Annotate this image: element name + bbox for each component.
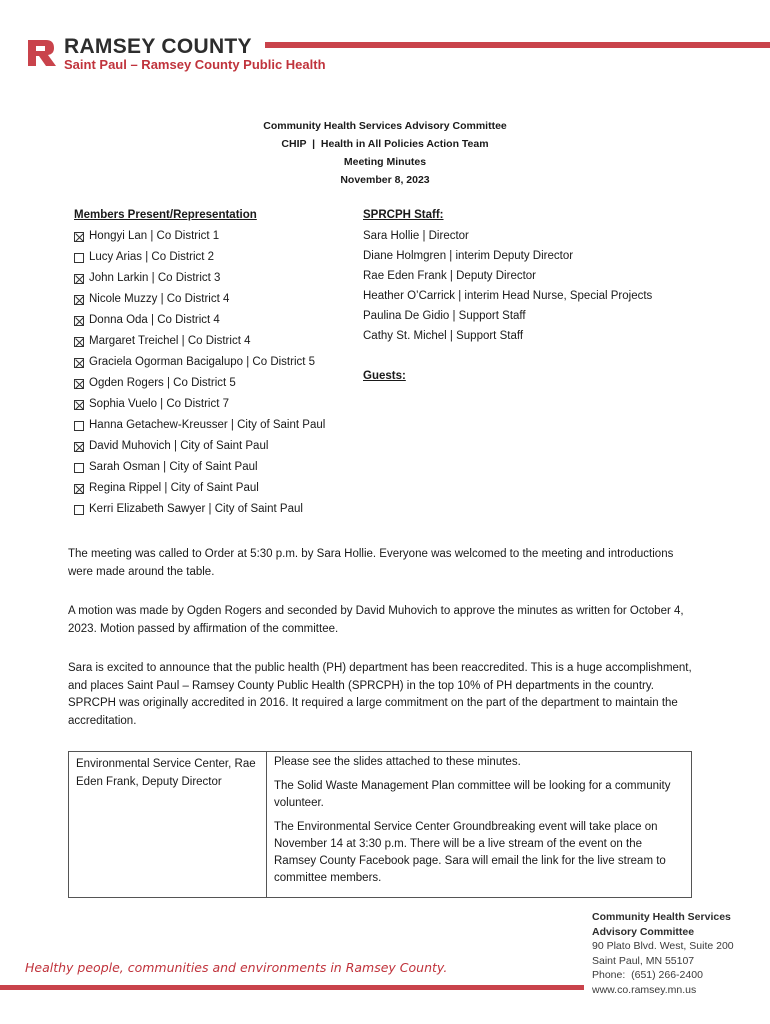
agenda-table bbox=[68, 751, 692, 898]
member-row bbox=[74, 310, 364, 331]
document-title bbox=[0, 117, 770, 189]
staff-item: Rae Eden Frank | Deputy Director bbox=[363, 270, 537, 282]
member-row bbox=[74, 352, 364, 373]
footer-org-line2: Advisory Committee bbox=[592, 925, 695, 938]
agenda-notes-cell bbox=[267, 752, 691, 897]
member-row bbox=[74, 436, 364, 457]
member-name: David Muhovich | City of Saint Paul bbox=[89, 440, 269, 452]
member-row bbox=[74, 457, 364, 478]
staff-section bbox=[363, 209, 743, 346]
footer-address2: Saint Paul, MN 55107 bbox=[592, 954, 695, 967]
member-name: Kerri Elizabeth Sawyer | City of Saint Paul bbox=[89, 503, 303, 515]
members-heading: Members Present/Representation bbox=[74, 209, 257, 221]
checked-box-icon bbox=[74, 274, 84, 284]
paragraph-accreditation: Sara is excited to announce that the public health (PH) department has been reaccredited. This is a huge accomplishment, and places Saint Paul – Ramsey County Public Health (SPRCPH) in the top 10% of PH departments in the country. SPRCPH was originally accredited in 2016. It required a large commitment on the part of the department to maintain the accreditation. bbox=[68, 662, 692, 727]
member-name: Donna Oda | Co District 4 bbox=[89, 314, 220, 326]
member-row bbox=[74, 331, 364, 352]
county-name: RAMSEY COUNTY bbox=[64, 35, 252, 58]
members-list bbox=[74, 226, 364, 520]
member-row bbox=[74, 373, 364, 394]
checked-box-icon bbox=[74, 442, 84, 452]
staff-heading: SPRCPH Staff: bbox=[363, 209, 444, 221]
agenda-topic-cell: Environmental Service Center, Rae Eden Frank, Deputy Director bbox=[69, 752, 267, 897]
unchecked-box-icon bbox=[74, 421, 84, 431]
footer-address1: 90 Plato Blvd. West, Suite 200 bbox=[592, 940, 734, 952]
unchecked-box-icon bbox=[74, 253, 84, 263]
title-line-team: CHIP | Health in All Policies Action Team bbox=[281, 138, 489, 150]
checked-box-icon bbox=[74, 484, 84, 494]
checked-box-icon bbox=[74, 379, 84, 389]
member-row bbox=[74, 268, 364, 289]
agenda-note: The Environmental Service Center Groundbreaking event will take place on November 14 at 3:30 p.m. There will be a live stream of the event on the Ramsey County Facebook page. Sara will email the link for the live stream to committee members. bbox=[274, 821, 666, 884]
checked-box-icon bbox=[74, 316, 84, 326]
member-name: Sophia Vuelo | Co District 7 bbox=[89, 398, 229, 410]
agenda-note: The Solid Waste Management Plan committee will be looking for a community volunteer. bbox=[274, 780, 671, 809]
member-row bbox=[74, 247, 364, 268]
unchecked-box-icon bbox=[74, 505, 84, 515]
footer-org-line1: Community Health Services bbox=[592, 911, 731, 923]
member-name: Regina Rippel | City of Saint Paul bbox=[89, 482, 259, 494]
member-name: Graciela Ogorman Bacigalupo | Co District 5 bbox=[89, 356, 316, 368]
member-row bbox=[74, 415, 364, 436]
staff-item: Sara Hollie | Director bbox=[363, 230, 469, 242]
agenda-note: Please see the slides attached to these minutes. bbox=[274, 756, 521, 768]
title-line-committee: Community Health Services Advisory Committee bbox=[263, 120, 507, 132]
staff-item: Diane Holmgren | interim Deputy Director bbox=[363, 250, 574, 262]
member-row bbox=[74, 478, 364, 499]
footer-tagline: Healthy people, communities and environments in Ramsey County. bbox=[25, 960, 448, 975]
member-name: Lucy Arias | Co District 2 bbox=[89, 251, 215, 263]
ramsey-county-logo-icon bbox=[26, 38, 58, 68]
title-line-type: Meeting Minutes bbox=[343, 156, 427, 168]
checked-box-icon bbox=[74, 295, 84, 305]
checked-box-icon bbox=[74, 358, 84, 368]
footer-rule bbox=[0, 985, 584, 990]
member-name: Hongyi Lan | Co District 1 bbox=[89, 230, 220, 242]
member-row bbox=[74, 394, 364, 415]
staff-item: Paulina De Gidio | Support Staff bbox=[363, 310, 526, 322]
member-name: Nicole Muzzy | Co District 4 bbox=[89, 293, 230, 305]
footer-address-block bbox=[592, 910, 734, 997]
staff-item: Cathy St. Michel | Support Staff bbox=[363, 330, 524, 342]
member-name: Ogden Rogers | Co District 5 bbox=[89, 377, 236, 389]
footer-website-link[interactable]: www.co.ramsey.mn.us bbox=[592, 983, 697, 996]
header-rule bbox=[265, 42, 770, 48]
checked-box-icon bbox=[74, 400, 84, 410]
member-row bbox=[74, 289, 364, 310]
checked-box-icon bbox=[74, 232, 84, 242]
member-name: Sarah Osman | City of Saint Paul bbox=[89, 461, 258, 473]
footer-phone: Phone: (651) 266-2400 bbox=[592, 969, 703, 981]
members-section bbox=[74, 209, 364, 520]
staff-item: Heather O’Carrick | interim Head Nurse, Special Projects bbox=[363, 290, 653, 302]
checked-box-icon bbox=[74, 337, 84, 347]
member-row bbox=[74, 226, 364, 247]
paragraph-call-to-order: The meeting was called to Order at 5:30 p.m. by Sara Hollie. Everyone was welcomed to the meeting and introductions were made around the table. bbox=[68, 548, 674, 578]
department-name: Saint Paul – Ramsey County Public Health bbox=[64, 57, 326, 72]
member-name: John Larkin | Co District 3 bbox=[89, 272, 221, 284]
title-line-date: November 8, 2023 bbox=[340, 174, 430, 186]
member-row bbox=[74, 499, 364, 520]
paragraph-motion: A motion was made by Ogden Rogers and seconded by David Muhovich to approve the minutes as written for October 4, 2023. Motion passed by affirmation of the committee. bbox=[68, 605, 684, 635]
member-name: Hanna Getachew-Kreusser | City of Saint Paul bbox=[89, 419, 326, 431]
unchecked-box-icon bbox=[74, 463, 84, 473]
guests-heading: Guests: bbox=[363, 370, 406, 382]
member-name: Margaret Treichel | Co District 4 bbox=[89, 335, 251, 347]
